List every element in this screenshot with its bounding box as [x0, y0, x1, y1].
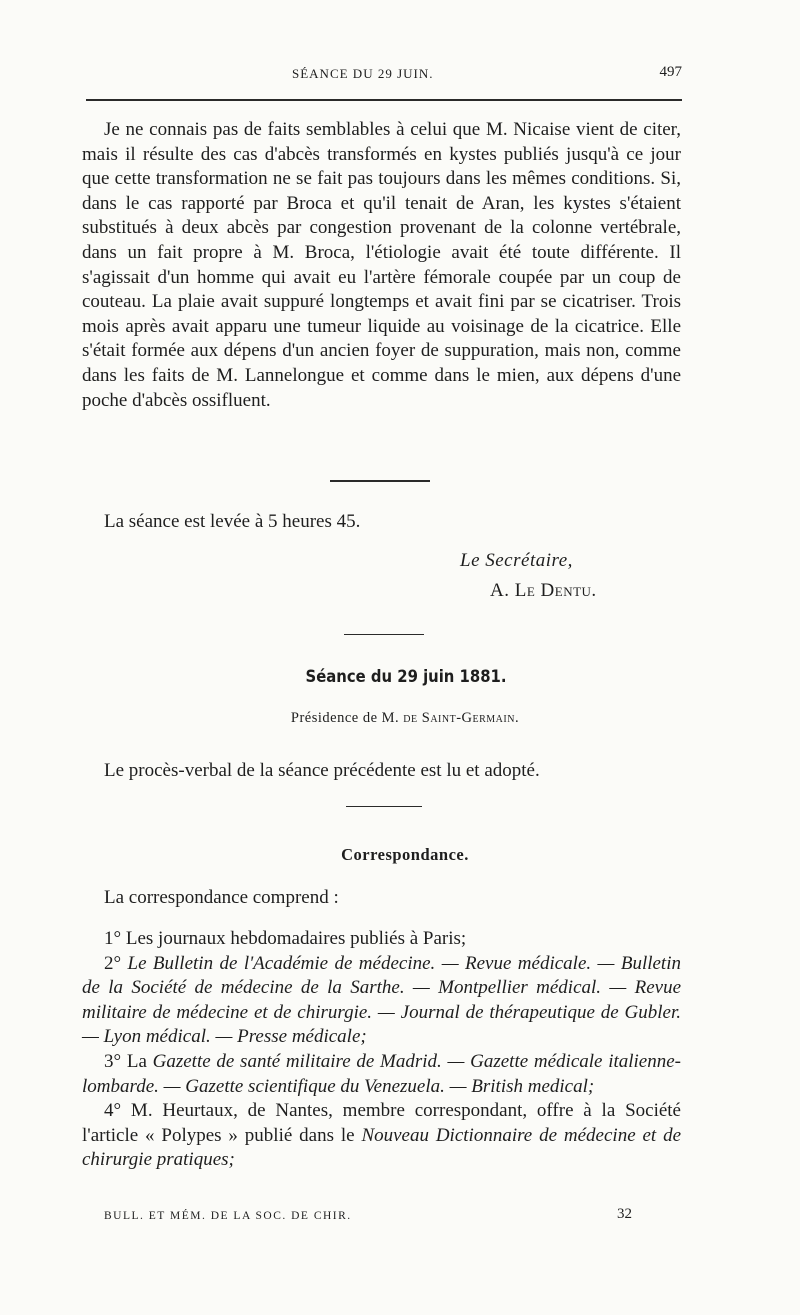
item-journals: Le Bulletin de l'Académie de médecine. — Revue médicale. — Bulletin de la Société de médecine de la Sarthe. — Montpellier médical. — Revue militaire de médecine et de chirurgie. — Journal de thérapeutique de Gubler. — Lyon médical. — Presse médicale;: [82, 952, 681, 1048]
item-journals: Gazette de santé militaire de Madrid. — Gazette médicale italienne-lombarde. — Gazette scientifique du Venezuela. — British medical;: [82, 1050, 682, 1097]
item-article: La: [126, 1050, 147, 1072]
item-text: M. Heurtaux, de Nantes, membre correspondant, offre à la Société l'article « Polypes » publié dans le: [82, 1100, 681, 1146]
closing-statement: La séance est levée à 5 heures 45.: [104, 511, 361, 532]
presidence-line: [0, 710, 800, 727]
correspondance-list: [82, 927, 681, 1173]
item-number: 1°: [104, 928, 122, 949]
signature-initial: A.: [490, 580, 510, 601]
session-title: Séance du 29 juin 1881.: [305, 667, 507, 686]
item-publication: Nouveau Dictionnaire de médecine et de chirurgie pratiques;: [82, 1124, 682, 1171]
presidence-prefix: Présidence de M.: [290, 710, 400, 726]
item-number: 4°: [104, 1100, 122, 1122]
correspondance-intro: La correspondance comprend :: [104, 887, 339, 908]
proces-verbal: Le procès-verbal de la séance précédente est lu et adopté.: [104, 760, 540, 781]
item-number: 3°: [104, 1050, 122, 1072]
signature-name: [490, 580, 597, 602]
list-item: [82, 1050, 681, 1099]
correspondance-title: Correspondance.: [341, 845, 469, 864]
item-number: 2°: [104, 952, 122, 974]
page-number: 497: [659, 64, 682, 80]
footer-title: BULL. ET MÉM. DE LA SOC. DE CHIR.: [104, 1210, 352, 1222]
header-title: SÉANCE DU 29 JUIN.: [292, 66, 434, 81]
section-divider: [346, 806, 422, 807]
section-divider: [330, 480, 430, 482]
signature-mark: 32: [617, 1206, 632, 1222]
president-name: de Saint-Germain.: [403, 710, 520, 726]
list-item: [82, 1099, 681, 1173]
list-item: [82, 927, 681, 952]
header-rule: [86, 99, 682, 101]
paragraph-discussion: Je ne connais pas de faits semblables à celui que M. Nicaise vient de citer, mais il résulte des cas d'abcès transformés en kystes publiés jusqu'à ce jour que cette transformation ne se fait pas toujours dans les mêmes conditions. Si, dans le cas rapporté par Broca et qu'il tenait de Aran, les kystes s'étaient substitués à deux abcès par congestion provenant de la colonne vertébrale, dans un fait propre à M. Broca, l'étiologie avait été toute différente. Il s'agissait d'un homme qui avait eu l'artère fémorale coupée par un coup de couteau. La plaie avait suppuré longtemps et avait fini par se cicatriser. Trois mois après avait apparu une tumeur liquide au voisinage de la cicatrice. Elle s'était formée aux dépens d'un ancien foyer de suppuration, mais non, comme dans les faits de M. Lannelongue et comme dans le mien, aux dépens d'une poche d'abcès ossifluent.: [82, 119, 681, 411]
section-divider: [344, 634, 424, 635]
list-item: [82, 952, 681, 1050]
signature-role: Le Secrétaire,: [460, 550, 573, 571]
item-text: Les journaux hebdomadaires publiés à Paris;: [125, 928, 467, 949]
signature-surname: Le Dentu.: [514, 580, 597, 601]
